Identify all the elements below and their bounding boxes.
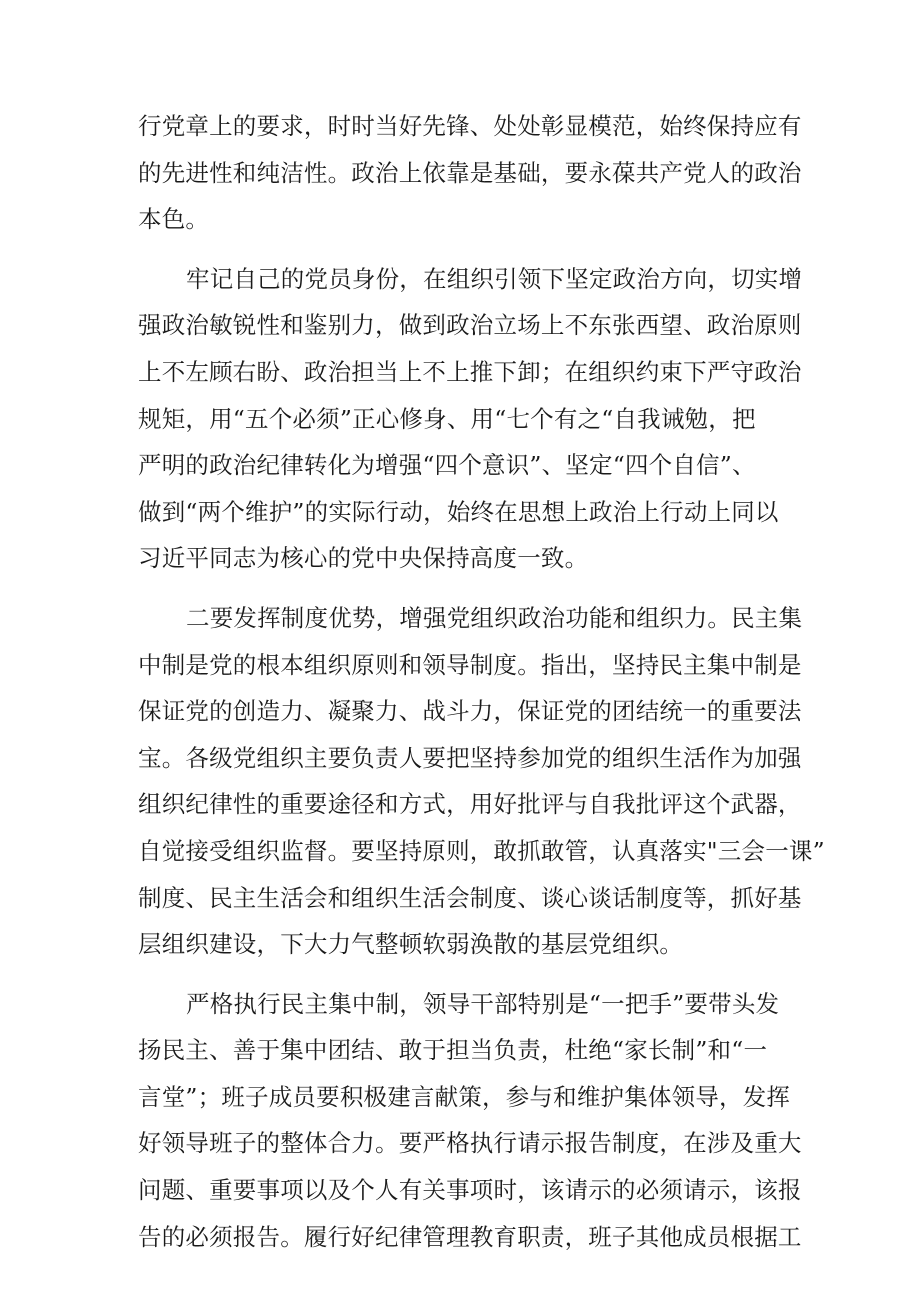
paragraph-1 [138,256,803,582]
text-line: 规矩，用“五个必须”正心修身、用“七个有之“自我诫勉，把 [138,404,756,433]
text-line: 本色。 [138,205,210,234]
text-line: 自觉接受组织监督。要坚持原则，敢抓敢管，认真落实"三会一课” [138,836,825,865]
paragraph-2 [138,595,825,968]
text-line: 上不左顾右盼、政治担当上不上推下卸；在组织约束下严守政治 [138,357,802,386]
document-body [138,103,825,1260]
text-line: 严明的政治纪律转化为增强“四个意识”、坚定“四个自信”、 [138,451,756,480]
text-line: 中制是党的根本组织原则和领导制度。指出，坚持民主集中制是 [138,650,802,679]
text-line: 牢记自己的党员身份，在组织引领下坚定政治方向，切实增 [186,264,803,293]
text-line: 二要发挥制度优势，增强党组织政治功能和组织力。民主集 [186,603,803,632]
text-line: 问题、重要事项以及个人有关事项时，该请示的必须请示，该报 [138,1176,802,1205]
text-line: 做到“两个维护”的实际行动，始终在思想上政治上行动上同以 [138,497,779,526]
text-line: 告的必须报告。履行好纪律管理教育职责，班子其他成员根据工 [138,1222,802,1251]
paragraph-gap [138,968,788,981]
text-line: 制度、民主生活会和组织生活会制度、谈心谈话制度等，抓好基 [138,883,802,912]
text-line: 的先进性和纯洁性。政治上依靠是基础，要永葆共产党人的政治 [138,158,802,187]
text-line: 层组织建设，下大力气整顿软弱涣散的基层党组织。 [138,930,684,959]
text-line: 保证党的创造力、凝聚力、战斗力，保证党的团结统一的重要法 [138,697,802,726]
text-line: 组织纪律性的重要途径和方式，用好批评与自我批评这个武器， [138,790,802,819]
text-line: 言堂”；班子成员要积极建言献策，参与和维护集体领导，发挥 [138,1082,791,1111]
text-line: 扬民主、善于集中团结、敢于担当负责，杜绝“家长制”和“一 [138,1036,768,1065]
text-line: 严格执行民主集中制，领导干部特别是“一把手”要带头发 [186,989,780,1018]
text-line: 习近平同志为核心的党中央保持高度一致。 [138,544,589,573]
text-line: 好领导班子的整体合力。要严格执行请示报告制度，在涉及重大 [138,1129,802,1158]
paragraph-gap [138,582,788,595]
paragraph-gap [138,243,788,256]
paragraph-3 [138,981,802,1261]
text-line: 强政治敏锐性和鉴别力，做到政治立场上不东张西望、政治原则 [138,311,802,340]
text-line: 宝。各级党组织主要负责人要把坚持参加党的组织生活作为加强 [138,743,802,772]
text-line: 行党章上的要求，时时当好先锋、处处彰显模范，始终保持应有 [138,112,802,140]
paragraph-0 [138,103,802,243]
